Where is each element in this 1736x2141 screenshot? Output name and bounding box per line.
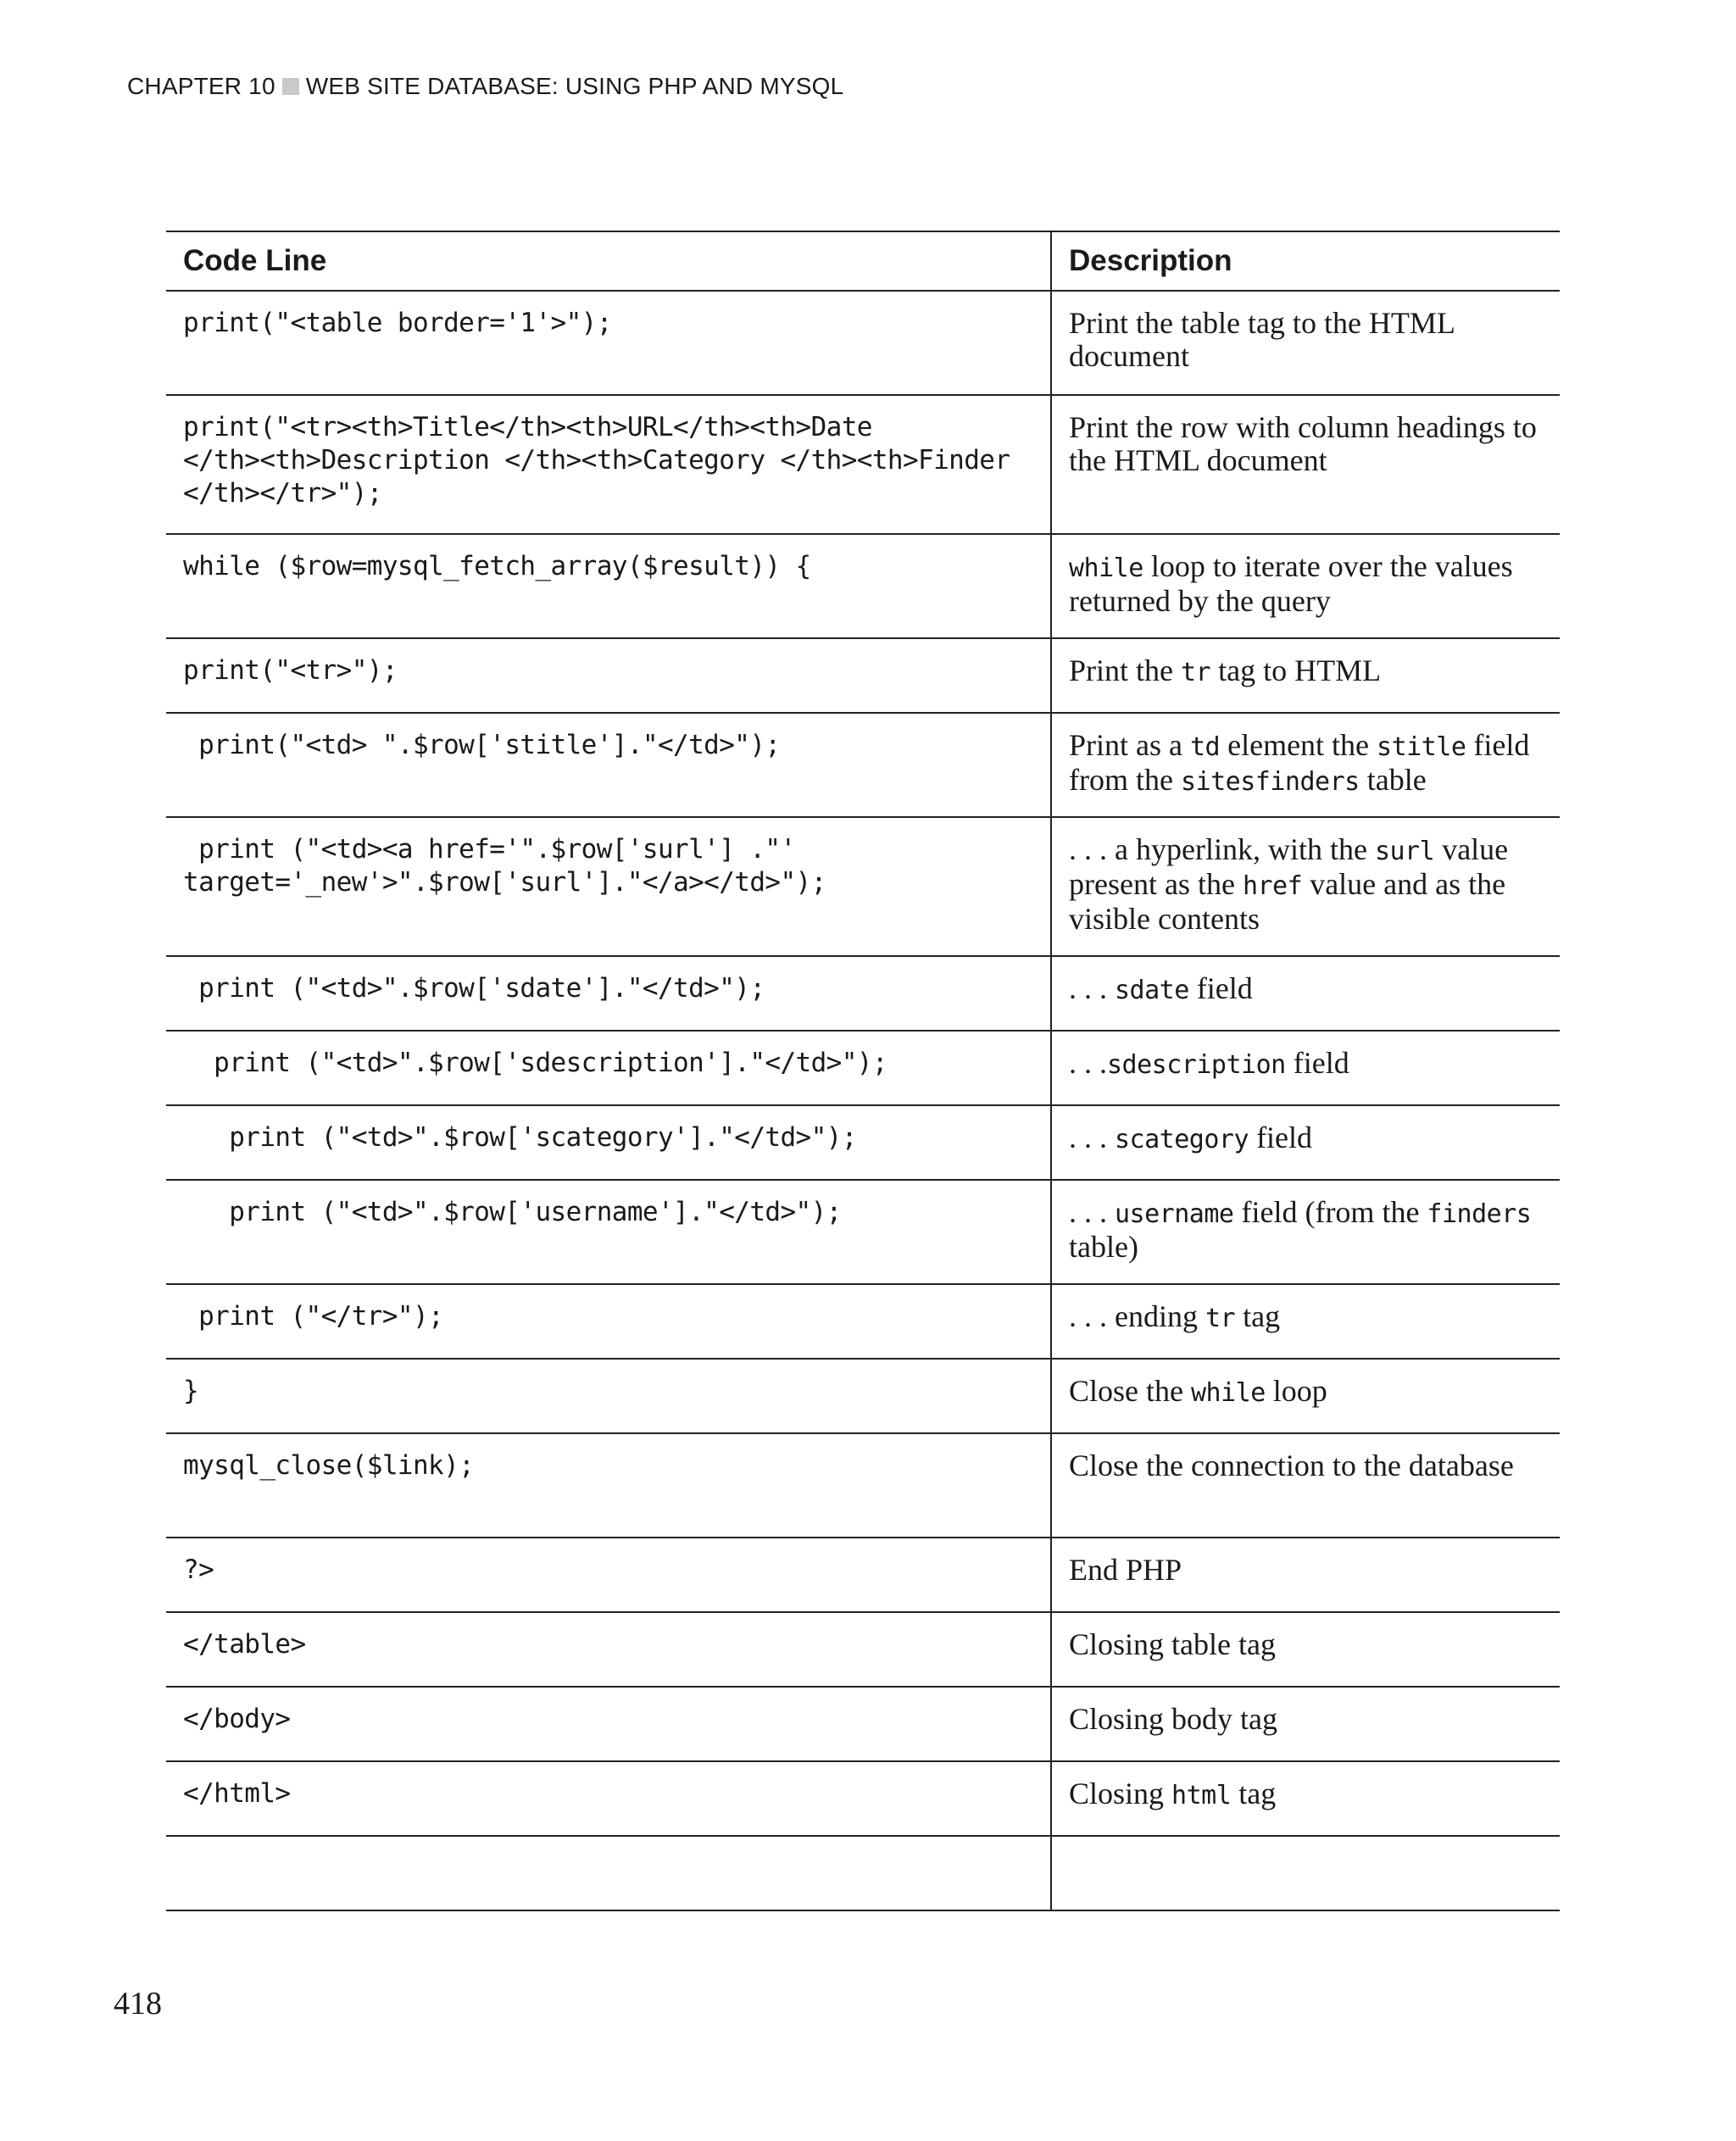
code-line-cell: </table> (166, 1612, 1051, 1687)
description-text: Print the row with column headings to the HTML document (1069, 410, 1537, 477)
description-text: Closing body tag (1069, 1702, 1278, 1736)
description-text: element the (1220, 728, 1377, 762)
description-text: . . . (1069, 1046, 1107, 1080)
inline-code: href (1242, 871, 1303, 901)
description-text: field (1249, 1121, 1313, 1154)
inline-code: while (1190, 1378, 1266, 1408)
table-row (166, 956, 1560, 1031)
code-line-cell: </html> (166, 1761, 1051, 1836)
description-text: field from the (1069, 728, 1530, 797)
inline-code: td (1189, 732, 1221, 762)
code-line-cell: print ("<td>".$row['scategory']."</td>"); (166, 1105, 1051, 1180)
code-line-cell: ?> (166, 1538, 1051, 1612)
table-row (166, 1761, 1560, 1836)
separator-square-icon (282, 78, 299, 95)
description-text: value and as the visible contents (1069, 867, 1506, 936)
description-text: Print the table tag to the HTML document (1069, 306, 1455, 373)
description-text: field (from the (1233, 1195, 1427, 1229)
code-line-cell: print ("<td>".$row['sdate']."</td>"); (166, 956, 1051, 1031)
description-text: Close the connection to the database (1069, 1449, 1514, 1482)
description-cell (1051, 291, 1560, 395)
code-line-cell: print ("</tr>"); (166, 1284, 1051, 1359)
code-line-cell: print("<tr><th>Title</th><th>URL</th><th>Date </th><th>Description </th><th>Category </th><th>Finder </th></tr>"); (166, 395, 1051, 534)
code-line-cell: print ("<td>".$row['sdescription']."</td>"); (166, 1031, 1051, 1105)
table-row (166, 1105, 1560, 1180)
table-row (166, 291, 1560, 395)
description-cell (1051, 1761, 1560, 1836)
description-text: tag to HTML (1210, 653, 1382, 687)
page-number: 418 (114, 1986, 162, 2021)
description-cell (1051, 1284, 1560, 1359)
description-text: Close the (1069, 1374, 1191, 1408)
code-line-cell: </body> (166, 1687, 1051, 1761)
header-description: Description (1051, 231, 1560, 291)
description-cell (1051, 1433, 1560, 1538)
code-line-cell: while ($row=mysql_fetch_array($result)) { (166, 534, 1051, 638)
table-row (166, 1180, 1560, 1284)
table-row (166, 638, 1560, 713)
code-line-cell: } (166, 1359, 1051, 1433)
inline-code: scategory (1115, 1125, 1249, 1154)
code-description-table (166, 231, 1560, 1911)
inline-code: username (1115, 1199, 1234, 1229)
header-code-line: Code Line (166, 231, 1051, 291)
table-row (166, 534, 1560, 638)
description-cell (1051, 1687, 1560, 1761)
inline-code: stitle (1377, 732, 1466, 762)
chapter-label: CHAPTER 10 (127, 73, 275, 99)
description-text: loop (1265, 1374, 1327, 1408)
description-cell (1051, 1031, 1560, 1105)
code-line-cell: print ("<td><a href='".$row['surl'] ."' target='_new'>".$row['surl']."</a></td>"); (166, 817, 1051, 956)
description-text: . . . (1069, 1121, 1115, 1154)
table-header-row (166, 231, 1560, 291)
table-row (166, 1538, 1560, 1612)
description-text: field (1285, 1046, 1349, 1080)
description-cell (1051, 1836, 1560, 1910)
table-row (166, 1031, 1560, 1105)
inline-code: surl (1374, 837, 1435, 866)
description-text: Closing table tag (1069, 1627, 1276, 1661)
inline-code: tr (1205, 1304, 1236, 1333)
code-line-cell: print("<tr>"); (166, 638, 1051, 713)
description-cell (1051, 817, 1560, 956)
table-row (166, 1836, 1560, 1910)
description-text: table (1359, 763, 1427, 797)
table-row (166, 1612, 1560, 1687)
inline-code: sitesfinders (1180, 767, 1360, 797)
description-cell (1051, 395, 1560, 534)
code-line-cell (166, 1836, 1051, 1910)
description-text: End PHP (1069, 1553, 1182, 1587)
table-row (166, 1687, 1560, 1761)
description-text: Closing (1069, 1777, 1172, 1810)
code-line-cell: mysql_close($link); (166, 1433, 1051, 1538)
description-cell (1051, 1612, 1560, 1687)
description-text: Print as a (1069, 728, 1190, 762)
table-row (166, 713, 1560, 817)
description-text: tag (1231, 1777, 1277, 1810)
description-text: table) (1069, 1230, 1138, 1264)
description-text: . . . a hyperlink, with the (1069, 832, 1375, 866)
code-line-cell: print("<table border='1'>"); (166, 291, 1051, 395)
inline-code: finders (1427, 1199, 1532, 1229)
description-text: . . . (1069, 971, 1115, 1005)
table-row (166, 1433, 1560, 1538)
description-cell (1051, 1359, 1560, 1433)
description-text: value present as the (1069, 832, 1509, 901)
description-text: field (1188, 971, 1253, 1005)
description-cell (1051, 638, 1560, 713)
running-head (127, 73, 843, 100)
inline-code: while (1069, 553, 1143, 583)
inline-code: html (1171, 1781, 1232, 1810)
code-line-cell: print ("<td>".$row['username']."</td>"); (166, 1180, 1051, 1284)
description-cell (1051, 713, 1560, 817)
description-text: . . . (1069, 1195, 1115, 1229)
description-cell (1051, 1538, 1560, 1612)
table-row (166, 395, 1560, 534)
description-text: loop to iterate over the values returned by the query (1069, 549, 1513, 618)
description-text: tag (1235, 1299, 1281, 1333)
code-line-cell: print("<td> ".$row['stitle']."</td>"); (166, 713, 1051, 817)
description-cell (1051, 956, 1560, 1031)
description-cell (1051, 1180, 1560, 1284)
table-row (166, 817, 1560, 956)
table-body (166, 291, 1560, 1910)
chapter-title: WEB SITE DATABASE: USING PHP AND MYSQL (305, 73, 844, 99)
inline-code: sdate (1115, 976, 1189, 1005)
table-row (166, 1284, 1560, 1359)
description-text: Print the (1069, 653, 1181, 687)
inline-code: sdescription (1107, 1050, 1286, 1080)
table-row (166, 1359, 1560, 1433)
description-cell (1051, 534, 1560, 638)
description-text: . . . ending (1069, 1299, 1205, 1333)
description-cell (1051, 1105, 1560, 1180)
inline-code: tr (1181, 658, 1211, 687)
